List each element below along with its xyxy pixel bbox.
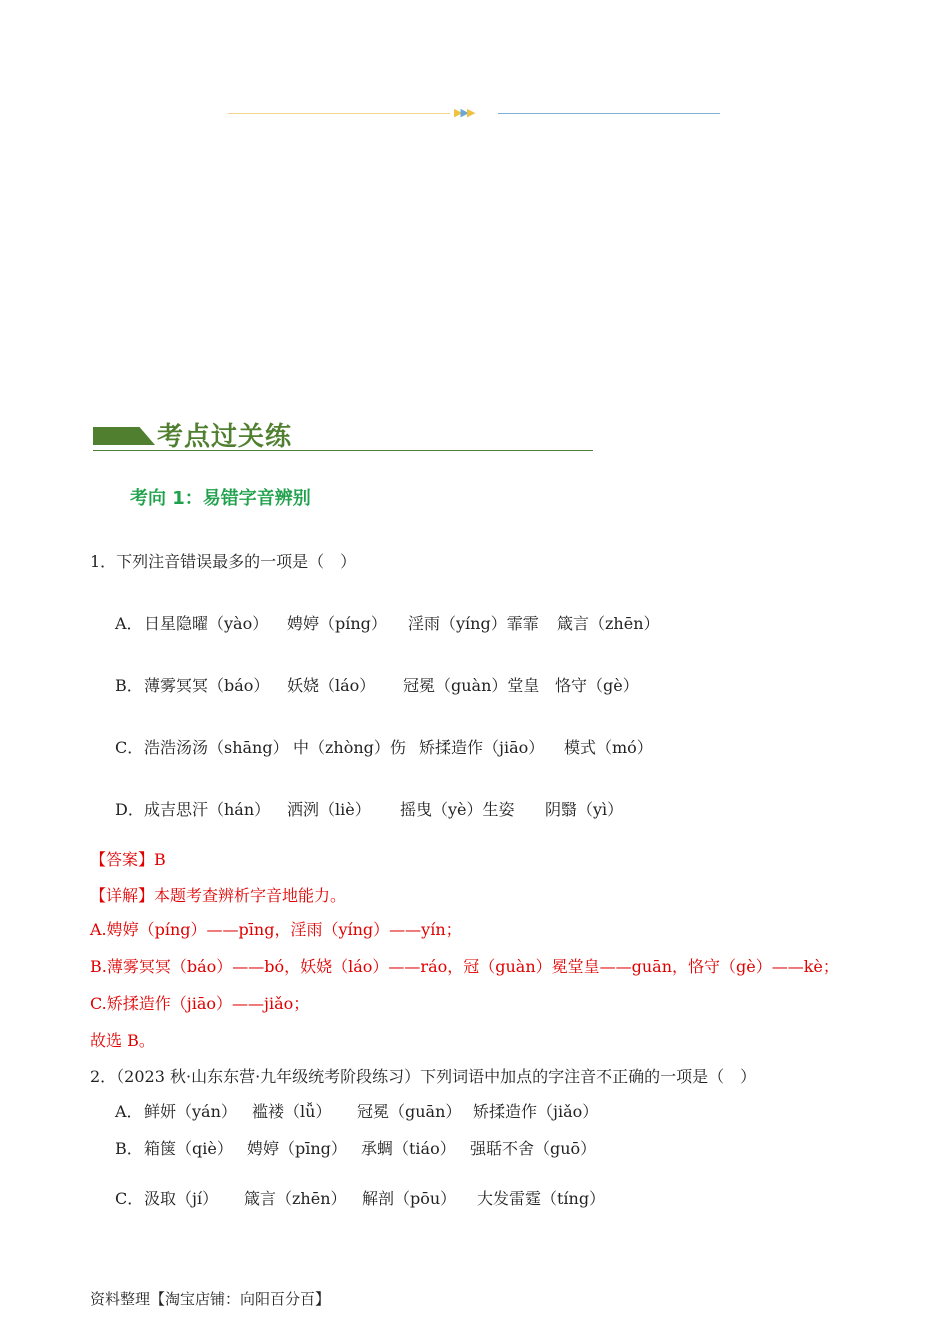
q1-option-b-item: 冠冕（guàn）堂皇 [403,676,540,695]
q1-option-d-item: 成吉思汗（hán） [144,800,271,819]
q2-option-b-item: 箱箧（qiè） [144,1139,233,1158]
q1-option-b-item: 恪守（gè） [555,676,639,695]
q2-option-c-label: C． [115,1189,144,1208]
q2-option-a-item: 褴褛（lǚ） [252,1102,332,1121]
q2-option-a-label: A． [115,1102,143,1121]
q2-option-b-label: B． [115,1139,143,1158]
question-1-stem: 1．下列注音错误最多的一项是（ ） [90,552,357,571]
q1-option-c-item: 矫揉造作（jiāo） [419,738,545,757]
q1-option-a-item: 淫雨（yíng）霏霏 [408,614,539,633]
q1-option-d-item: 洒洌（liè） [287,800,371,819]
q2-option-c-item: 大发雷霆（tíng） [477,1189,606,1208]
header-rule-right [498,113,720,114]
q1-option-c-item: 浩浩汤汤（shāng） [144,738,289,757]
q2-option-b-item: 娉婷（pīng） [247,1139,347,1158]
banner-title: 考点过关练 [157,422,293,452]
q1-option-c-item: 中（zhòng）伤 [293,738,406,757]
q1-option-a-item: 日星隐曜（yào） [144,614,269,633]
arrow-icon: ▶▶▶ [454,106,474,119]
q2-option-b-item: 强聒不舍（guō） [470,1139,597,1158]
q2-option-a-item: 冠冕（guān） [357,1102,462,1121]
q1-option-b-label: B． [115,676,143,695]
q1-option-d-item: 阴翳（yì） [545,800,624,819]
q1-option-b-item: 妖娆（láo） [287,676,376,695]
q1-option-a-item: 娉婷（píng） [287,614,387,633]
footer-text: 资料整理【淘宝店铺：向阳百分百】 [90,1290,331,1308]
detail-line-a: A.娉婷（píng）——pīng，淫雨（yíng）——yín； [90,920,462,939]
answer-line: 【答案】B [90,850,166,869]
q2-option-b-item: 承蜩（tiáo） [361,1139,456,1158]
q1-option-a-item: 箴言（zhēn） [557,614,660,633]
q1-option-d-label: D． [115,800,144,819]
q2-option-a-item: 鲜妍（yán） [144,1102,237,1121]
q2-option-a-item: 矫揉造作（jiǎo） [473,1102,599,1121]
detail-line-b: B.薄雾冥冥（báo）——bó，妖娆（láo）——ráo，冠（guàn）冕堂皇——guān，恪守（gè）——kè； [90,957,839,976]
question-2-stem: 2．（2023 秋·山东东营·九年级统考阶段练习）下列词语中加点的字注音不正确的一项是（ ） [90,1067,757,1086]
q2-option-c-item: 箴言（zhēn） [244,1189,347,1208]
banner-rule [93,450,593,451]
q1-option-a-label: A． [115,614,143,633]
q1-option-d-item: 摇曳（yè）生姿 [400,800,515,819]
detail-line-c: C.矫揉造作（jiāo）——jiǎo； [90,994,310,1013]
banner-bar [93,427,155,445]
section-title: 考向 1：易错字音辨别 [130,488,311,509]
q2-option-c-item: 解剖（pōu） [362,1189,457,1208]
q1-option-b-item: 薄雾冥冥（báo） [144,676,270,695]
q1-option-c-label: C． [115,738,144,757]
q1-option-c-item: 模式（mó） [564,738,653,757]
q2-option-c-item: 汲取（jí） [144,1189,219,1208]
detail-line: 【详解】本题考查辨析字音地能力。 [90,886,347,905]
header-rule-left [228,113,450,114]
conclusion-line: 故选 B。 [90,1031,155,1050]
